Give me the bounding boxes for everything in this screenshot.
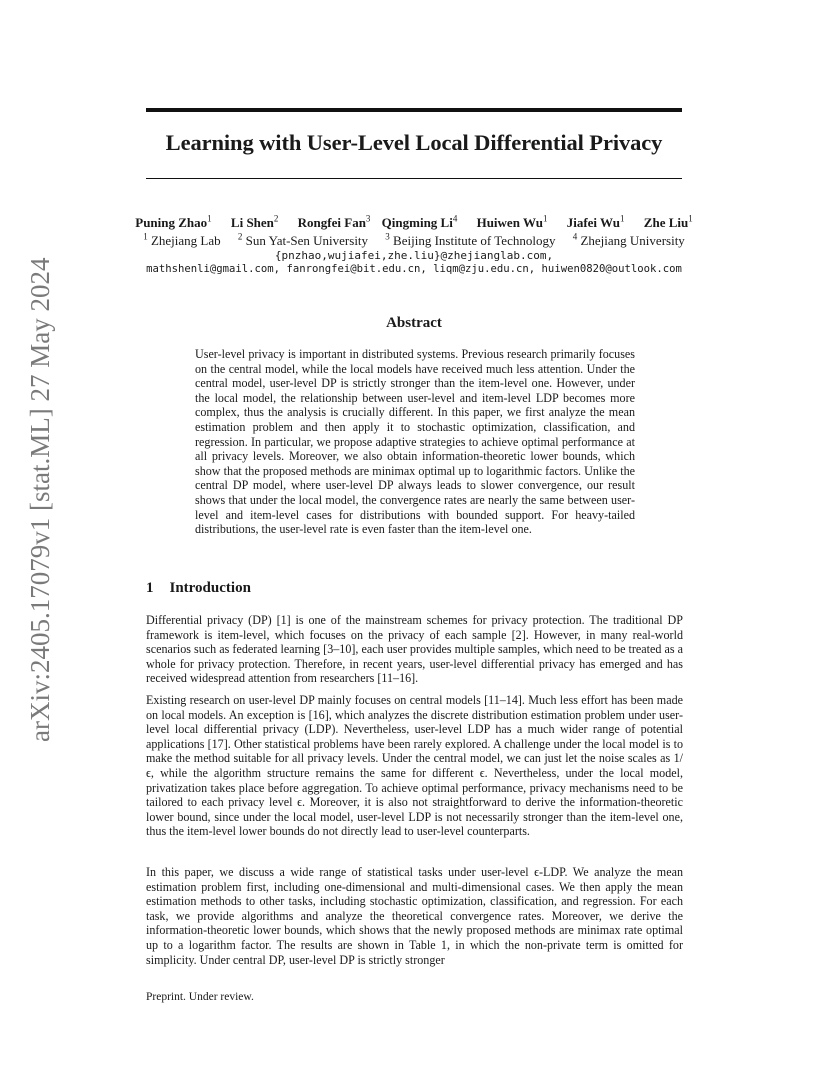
author-affiliation-mark: 1 — [542, 214, 548, 224]
affiliation-number: 1 — [143, 232, 148, 242]
affiliation — [385, 233, 555, 248]
author-name: Puning Zhao — [135, 215, 208, 231]
author-emails-line-2: mathshenli@gmail.com, fanrongfei@bit.edu.cn, liqm@zju.edu.cn, huiwen0820@outlook.com — [146, 263, 682, 275]
author-name: Li Shen — [230, 215, 274, 231]
affiliation-list — [120, 232, 708, 249]
intro-paragraph-3: In this paper, we discuss a wide range of statistical tasks under user-level ϵ-LDP. We analyze the mean estimation problem first, including one-dimensional and multi-dimensional cases. We then apply the mean estimation methods to other tasks, including stochastic optimization, classification, and regression. For each task, we provide algorithms and analyze the theoretical convergence rates. Moreover, we derive the information-theoretic lower bounds, which shows that the newly proposed methods are minimax rate optimal up to a logarithm factor. The results are shown in Table 1, in which the non-private term is omitted for simplicity. Under central DP, user-level DP is strictly stronger — [146, 865, 683, 967]
author-affiliation-mark: 1 — [207, 214, 212, 224]
intro-paragraph-2: Existing research on user-level DP mainly focuses on central models [11–14]. Much less effort has been made on local models. An exception is [16], which analyzes the discrete distribution estimation problem under user-level local differential privacy (LDP). Nevertheless, user-level LDP has a much wider range of potential applications [17]. Other statistical problems have been rarely explored. A challenge under the local model is to make the method suitable for all privacy levels. Under the central model, we can just let the noise scales as 1/ϵ, while the algorithm structure remains the same for different ϵ. Nevertheless, under the local model, privatization takes place before aggregation. To achieve optimal performance, privacy mechanisms need to be tailored to each privacy level ϵ. Moreover, it is also not straightforward to derive the information-theoretic lower bound, since under the local model, user-level LDP is not necessarily stronger than the item-level one, thus the item-level lower bounds do not directly lead to user-level counterparts. — [146, 693, 683, 839]
author-name: Rongfei Fan — [297, 215, 366, 231]
author — [382, 215, 458, 230]
title-bottom-rule — [146, 178, 682, 179]
section-heading-introduction — [146, 580, 251, 597]
author-name: Jiafei Wu — [566, 215, 621, 231]
affiliation-number: 3 — [385, 232, 390, 242]
author — [135, 215, 211, 230]
author — [477, 215, 548, 230]
affiliation-name: Beijing Institute of Technology — [393, 233, 556, 249]
affiliation — [143, 233, 220, 248]
affiliation-number: 4 — [572, 232, 578, 242]
author-name: Huiwen Wu — [476, 215, 543, 231]
author — [644, 215, 693, 230]
author-affiliation-mark: 2 — [273, 214, 279, 224]
affiliation-number: 2 — [237, 232, 243, 242]
paper-title: Learning with User-Level Local Differential Privacy — [165, 130, 663, 155]
author-affiliation-mark: 3 — [365, 214, 371, 224]
preprint-footer: Preprint. Under review. — [146, 991, 254, 1003]
author-affiliation-mark: 1 — [688, 214, 693, 224]
author-name: Qingming Li — [381, 215, 453, 231]
author — [231, 215, 279, 230]
author — [298, 215, 371, 230]
author-emails-line-1: {pnzhao,wujiafei,zhe.liu}@zhejianglab.com, — [274, 249, 554, 262]
arxiv-identifier: arXiv:2405.17079v1 [stat.ML] 27 May 2024 — [25, 257, 55, 742]
author-name: Zhe Liu — [643, 215, 689, 231]
affiliation-name: Zhejiang Lab — [150, 233, 221, 249]
affiliation-name: Zhejiang University — [580, 233, 685, 249]
title-top-rule — [146, 108, 682, 112]
intro-paragraph-1: Differential privacy (DP) [1] is one of the mainstream schemes for privacy protection. The traditional DP framework is item-level, which focuses on the privacy of each sample [2]. However, in many real-world scenarios such as federated learning [3–10], each user provides multiple samples, which need to be treated as a whole for privacy protection. Therefore, in recent years, user-level differential privacy has emerged and has received widespread attention from researchers [11–16]. — [146, 613, 683, 686]
affiliation — [573, 233, 685, 248]
author-list — [120, 214, 708, 231]
abstract-text: User-level privacy is important in distributed systems. Previous research primarily focuses on the central model, while the local models have received much less attention. Under the central model, user-level DP is strictly stronger than the item-level one. However, under the local model, the relationship between user-level and item-level LDP becomes more complex, thus the analysis is crucially different. In this paper, we first analyze the mean estimation problem and then apply it to stochastic optimization, classification, and regression. In particular, we propose adaptive strategies to achieve optimal performance at all privacy levels. Moreover, we also obtain information-theoretic lower bounds, which show that the proposed methods are minimax optimal up to logarithmic factors. Unlike the central DP model, where user-level DP always leads to slower convergence, our result shows that under the local model, the convergence rates are nearly the same between user-level and item-level cases for distributions with bounded support. For heavy-tailed distributions, the user-level rate is even faster than the item-level one. — [195, 347, 635, 537]
abstract-heading: Abstract — [386, 315, 442, 331]
section-number: 1 — [146, 580, 154, 596]
author-affiliation-mark: 4 — [452, 214, 458, 224]
author-affiliation-mark: 1 — [620, 214, 625, 224]
section-title: Introduction — [169, 580, 251, 596]
affiliation — [238, 233, 368, 248]
author — [567, 215, 625, 230]
affiliation-name: Sun Yat-Sen University — [245, 233, 369, 249]
